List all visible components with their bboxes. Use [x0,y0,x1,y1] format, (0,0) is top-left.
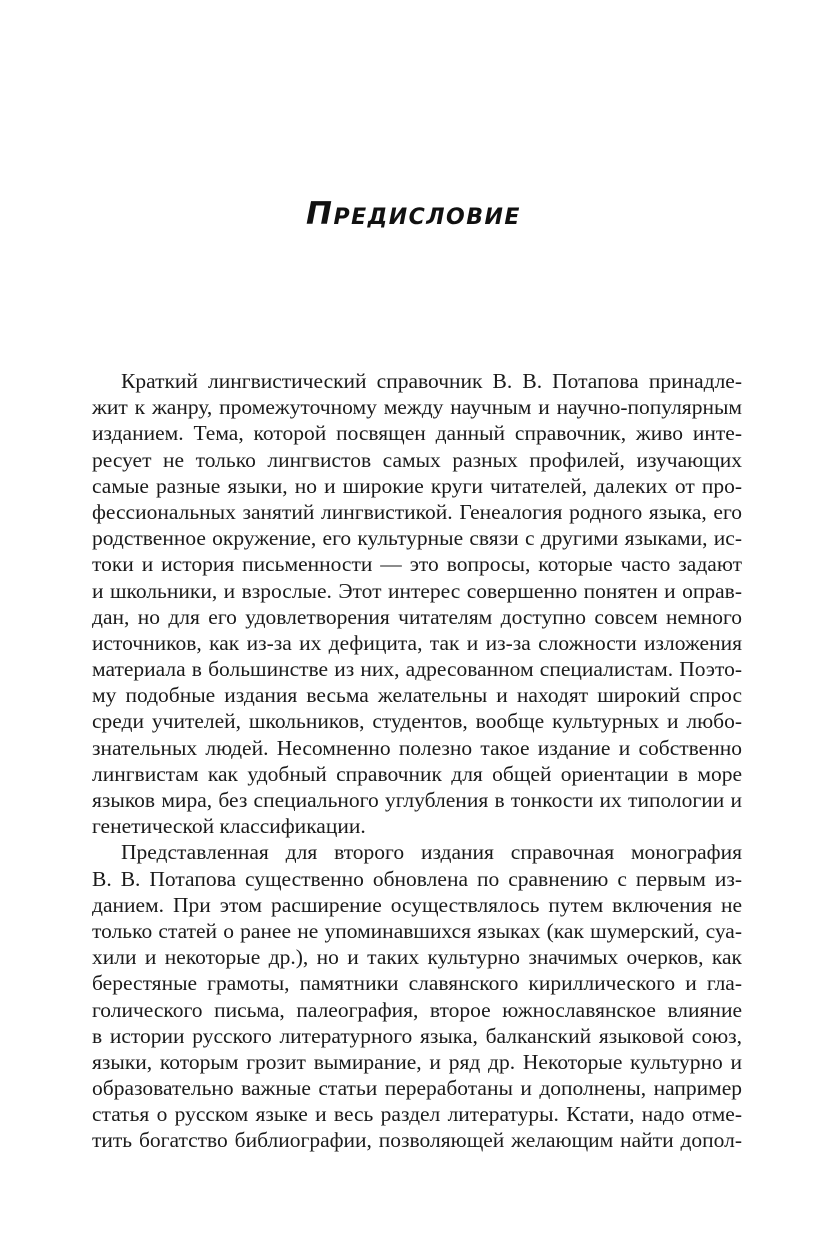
page-title: Предисловие [306,196,521,232]
text-line: источников, как из-за их дефицита, так и из-за сложности изложения [92,630,742,655]
text-line: токи и история письменности — это вопросы, которые часто задают [92,552,742,577]
text-line: генетической классификации. [92,814,366,839]
text-line: лингвистам как удобный справочник для общей ориентации в море [92,761,742,786]
text-line: дан, но для его удовлетворения читателям доступно совсем немного [92,604,742,629]
text-line: фессиональных занятий лингвистикой. Генеалогия родного языка, его [92,499,742,524]
paragraph-1 [92,368,742,839]
text-line: тить богатство библиографии, позволяющей желающим найти допол- [92,1128,742,1153]
text-line: языков мира, без специального углубления в тонкости их типологии и [92,788,742,812]
text-line: жит к жанру, промежуточному между научным и научно-популярным [92,395,742,420]
text-line: материала в большинстве из них, адресованном специалистам. Поэто- [92,657,742,682]
text-line: статья о русском языке и весь раздел литературы. Кстати, надо отме- [92,1102,742,1127]
text-line: самые разные языки, но и широкие круги читателей, далеких от про- [92,473,742,498]
text-line: образовательно важные статьи переработаны и дополнены, например [92,1076,742,1101]
text-line: в истории русского литературного языка, балканский языковой союз, [92,1023,742,1048]
text-line: Представленная для второго издания справочная монография [121,840,742,865]
text-line: данием. При этом расширение осуществлялось путем включения не [92,892,742,917]
text-line: берестяные грамоты, памятники славянского кириллического и гла- [92,971,742,996]
text-line: только статей о ранее не упоминавшихся языках (как шумерский, суа- [92,918,742,943]
body-text [92,368,742,1154]
text-line: му подобные издания весьма желательны и находят широкий спрос [92,683,742,708]
text-line: хили и некоторые др.), но и таких культурно значимых очерков, как [92,945,742,970]
text-line: знательных людей. Несомненно полезно такое издание и собственно [92,735,742,760]
text-line: языки, которым грозит вымирание, и ряд др. Некоторые культурно и [92,1049,742,1074]
text-line: В. В. Потапова существенно обновлена по сравнению с первым из- [92,866,742,891]
paragraph-2 [92,839,742,1153]
text-line: изданием. Тема, которой посвящен данный справочник, живо инте- [92,421,742,446]
text-line: и школьники, и взрослые. Этот интерес совершенно понятен и оправ- [92,578,742,603]
text-line: ресует не только лингвистов самых разных профилей, изучающих [92,447,742,472]
text-line: среди учителей, школьников, студентов, вообще культурных и любо- [92,709,742,734]
text-line: Краткий лингвистический справочник В. В. Потапова принадле- [121,369,742,393]
text-line: голического письма, палеография, второе южнославянское влияние [92,997,742,1022]
text-line: родственное окружение, его культурные связи с другими языками, ис- [92,526,742,551]
